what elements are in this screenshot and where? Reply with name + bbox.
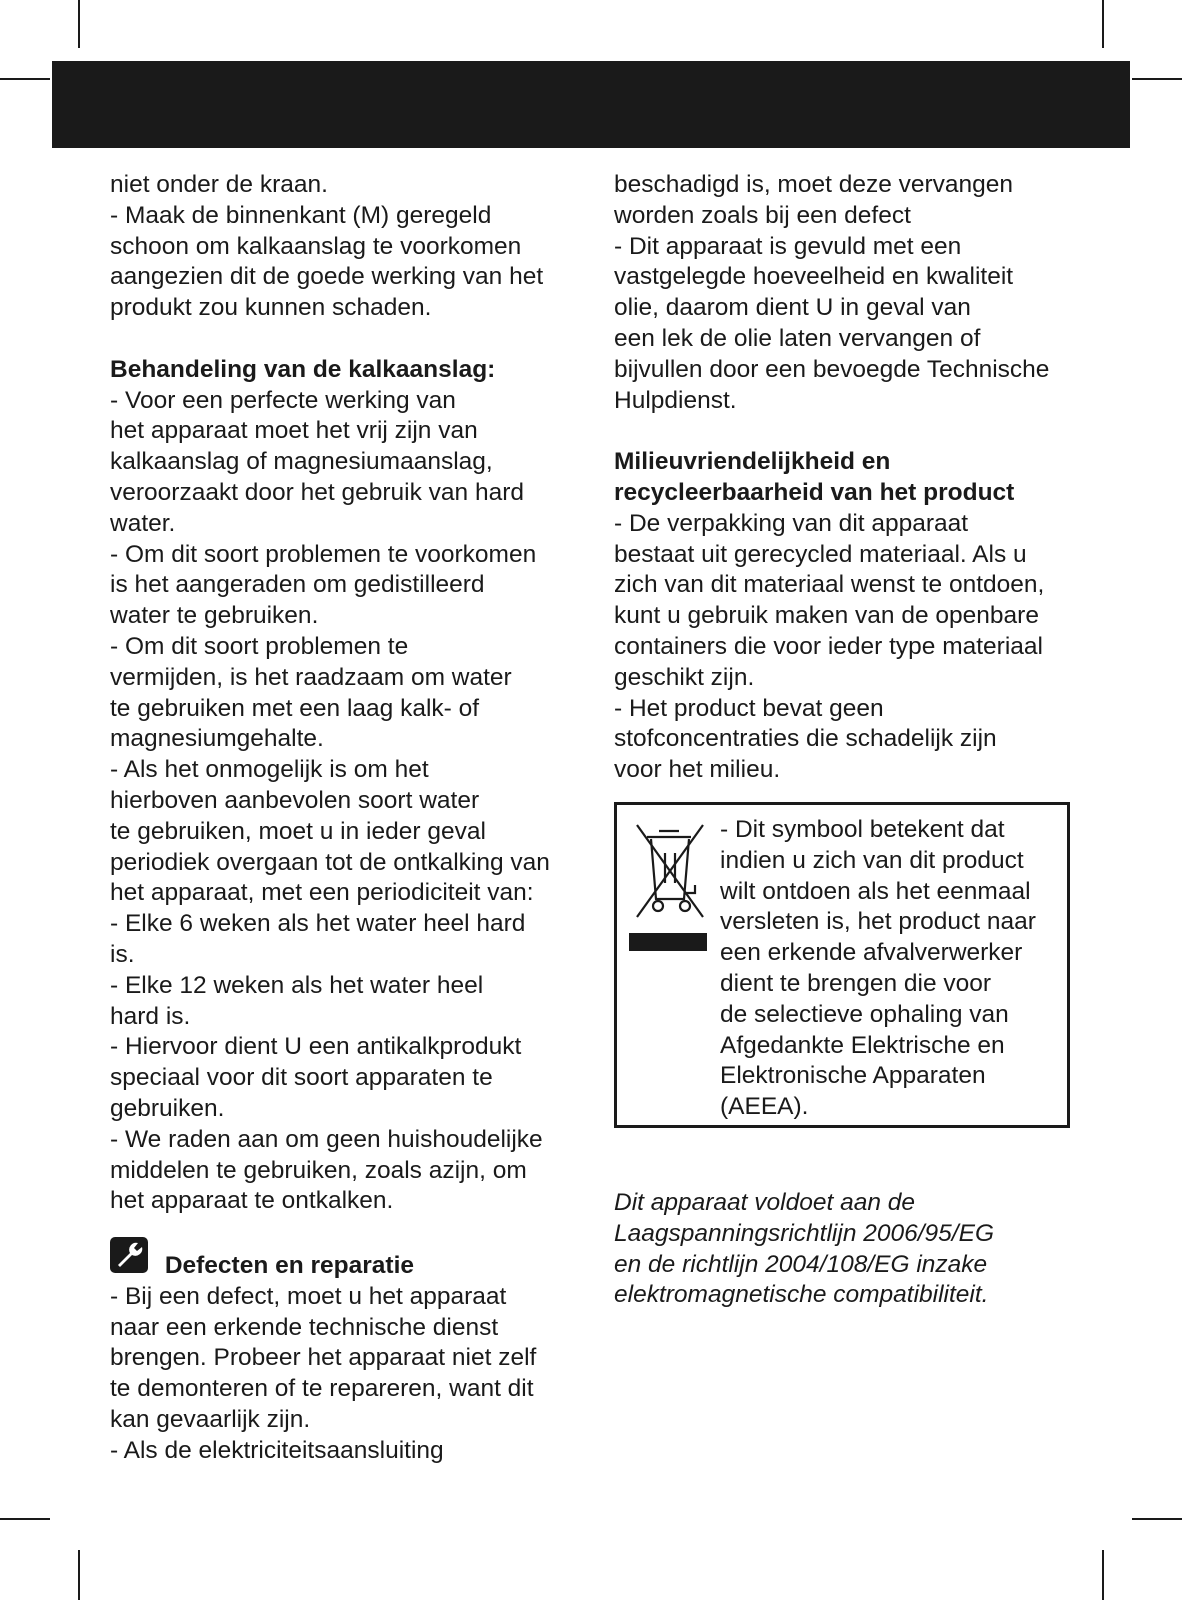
text-line: speciaal voor dit soort apparaten te [110, 1064, 493, 1092]
environment-heading: recycleerbaarheid van het product [614, 478, 1015, 506]
text-line: kunt u gebruik maken van de openbare [614, 602, 1039, 630]
wrench-icon [110, 1237, 148, 1273]
text-line: indien u zich van dit product [720, 846, 1024, 874]
text-line: schoon om kalkaanslag te voorkomen [110, 232, 522, 260]
text-line: - De verpakking van dit apparaat [614, 509, 969, 537]
text-line: dient te brengen die voor [720, 969, 992, 997]
right-column [614, 170, 1074, 786]
text-line: - Om dit soort problemen te [110, 632, 409, 660]
text-line: is het aangeraden om gedistilleerd [110, 571, 485, 599]
text-line: middelen te gebruiken, zoals azijn, om [110, 1156, 527, 1184]
crop-mark [1132, 78, 1182, 80]
text-line: een erkende afvalverwerker [720, 939, 1023, 967]
text-line: water. [110, 509, 176, 537]
text-line: bestaat uit gerecycled materiaal. Als u [614, 540, 1027, 568]
text-line: geschikt zijn. [614, 663, 755, 691]
text-line: bijvullen door een bevoegde Technische [614, 355, 1050, 383]
text-line: - Elke 6 weken als het water heel hard [110, 910, 526, 938]
text-line: - Hiervoor dient U een antikalkprodukt [110, 1033, 522, 1061]
text-line: voor het milieu. [614, 756, 781, 784]
text-line: aangezien dit de goede werking van het [110, 263, 544, 291]
text-line: - We raden aan om geen huishoudelijke [110, 1125, 543, 1153]
crop-mark [0, 1518, 50, 1520]
text-line: zich van dit materiaal wenst te ontdoen, [614, 571, 1045, 599]
crop-mark [78, 0, 80, 48]
header-bar [52, 61, 1130, 148]
text-line: - Dit apparaat is gevuld met een [614, 232, 962, 260]
text-line: produkt zou kunnen schaden. [110, 294, 432, 322]
text-line: te gebruiken met een laag kalk- of [110, 694, 480, 722]
text-line: stofconcentraties die schadelijk zijn [614, 725, 997, 753]
text-line: veroorzaakt door het gebruik van hard [110, 478, 525, 506]
text-line: hierboven aanbevolen soort water [110, 786, 480, 814]
environment-heading: Milieuvriendelijkheid en [614, 448, 891, 476]
text-line: - Elke 12 weken als het water heel [110, 971, 484, 999]
text-line: - Het product bevat geen [614, 694, 884, 722]
text-line: - Voor een perfecte werking van [110, 386, 456, 414]
weee-notice-box [614, 802, 1070, 1128]
text-line: het apparaat moet het vrij zijn van [110, 417, 478, 445]
text-line: - Bij een defect, moet u het apparaat [110, 1282, 507, 1310]
crop-mark [1102, 0, 1104, 48]
crop-mark [0, 78, 50, 80]
text-line: - Als de elektriciteitsaansluiting [110, 1436, 444, 1464]
text-line: het apparaat te ontkalken. [110, 1187, 394, 1215]
defects-heading: Defecten en reparatie [164, 1252, 414, 1280]
text-line: periodiek overgaan tot de ontkalking van [110, 848, 550, 876]
text-line: is. [110, 940, 135, 968]
text-line: te gebruiken, moet u in ieder geval [110, 817, 486, 845]
text-line: - Dit symbool betekent dat [720, 816, 1005, 843]
text-line: kan gevaarlijk zijn. [110, 1406, 311, 1434]
text-line: te demonteren of te repareren, want dit [110, 1375, 534, 1403]
crop-mark [1102, 1550, 1104, 1600]
text-line: de selectieve ophaling van [720, 1000, 1009, 1028]
text-line: brengen. Probeer het apparaat niet zelf [110, 1344, 537, 1372]
text-line: worden zoals bij een defect [614, 201, 911, 229]
text-line: een lek de olie laten vervangen of [614, 324, 981, 352]
text-line: gebruiken. [110, 1094, 225, 1122]
crossed-out-wheelie-bin-icon [629, 821, 707, 961]
text-line: het apparaat, met een periodiciteit van: [110, 879, 534, 907]
weee-text [720, 815, 1036, 1123]
text-line: - Maak de binnenkant (M) geregeld [110, 201, 492, 229]
text-line: naar een erkende technische dienst [110, 1313, 499, 1341]
text-line: hard is. [110, 1002, 191, 1030]
text-line: Laagspanningsrichtlijn 2006/95/EG [614, 1219, 995, 1247]
left-column [110, 170, 580, 1467]
defects-heading-row [110, 1237, 580, 1282]
text-line: - Als het onmogelijk is om het [110, 756, 429, 784]
crop-mark [78, 1550, 80, 1600]
text-line: elektromagnetische compatibiliteit. [614, 1281, 989, 1309]
text-line: water te gebruiken. [110, 602, 319, 630]
compliance-statement [614, 1188, 994, 1311]
text-line: olie, daarom dient U in geval van [614, 294, 971, 322]
text-line: magnesiumgehalte. [110, 725, 324, 753]
text-line: (AEEA). [720, 1093, 809, 1121]
text-line: containers die voor ieder type materiaal [614, 632, 1043, 660]
text-line: kalkaanslag of magnesiumaanslag, [110, 448, 493, 476]
text-line: en de richtlijn 2004/108/EG inzake [614, 1250, 988, 1278]
text-line: wilt ontdoen als het eenmaal [720, 877, 1031, 905]
text-line: niet onder de kraan. [110, 171, 328, 198]
text-line: vermijden, is het raadzaam om water [110, 663, 512, 691]
text-line: beschadigd is, moet deze vervangen [614, 171, 1014, 198]
descaling-heading: Behandeling van de kalkaanslag: [110, 355, 496, 383]
text-line: Hulpdienst. [614, 386, 737, 414]
text-line: Afgedankte Elektrische en [720, 1031, 1005, 1059]
text-line: Dit apparaat voldoet aan de [614, 1189, 916, 1216]
text-line: vastgelegde hoeveelheid en kwaliteit [614, 263, 1014, 291]
text-line: - Om dit soort problemen te voorkomen [110, 540, 537, 568]
text-line: versleten is, het product naar [720, 908, 1036, 936]
crop-mark [1132, 1518, 1182, 1520]
text-line: Elektronische Apparaten [720, 1062, 986, 1090]
